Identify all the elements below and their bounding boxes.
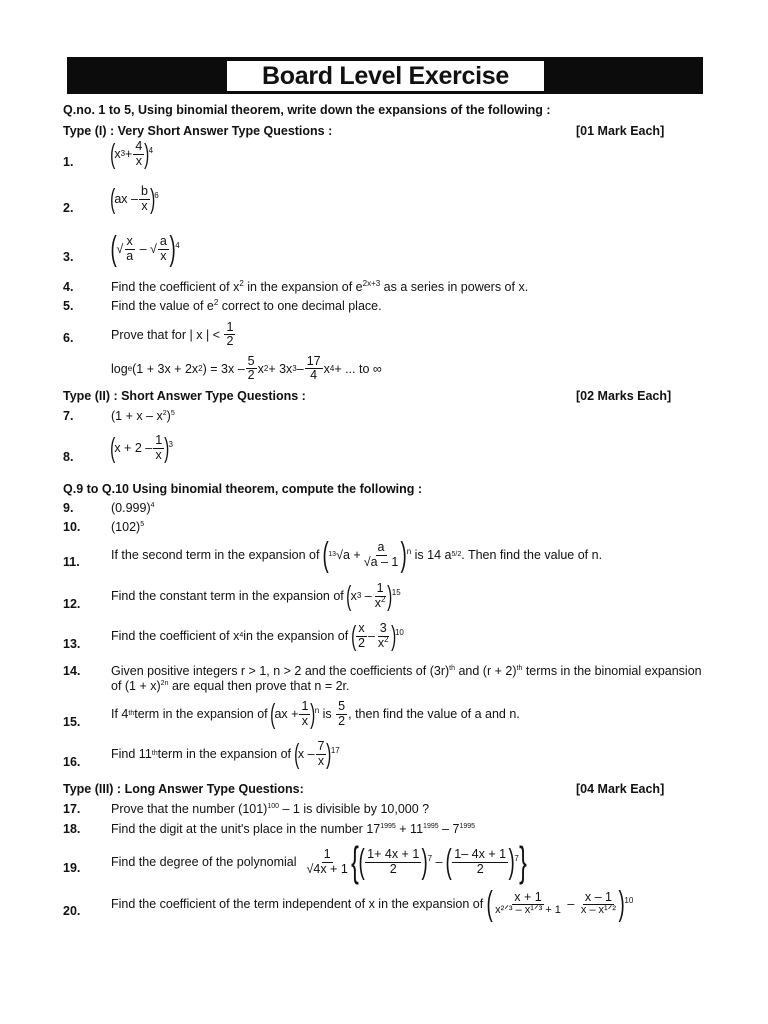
question-number: 1. bbox=[63, 155, 74, 169]
question-14-line1: Given positive integers r > 1, n > 2 and the coefficients of $(3r)^{th}$ and $(r + 2)^{th}$ terms in the binomial expansion bbox=[111, 664, 702, 678]
title-box bbox=[227, 61, 544, 91]
page-title: Board Level Exercise bbox=[262, 61, 509, 90]
question-5: Find the value of $e^2$ correct to one decimal place. bbox=[111, 297, 382, 313]
question-2: ( ax – $\frac{b}{x}$ ) 6 bbox=[110, 183, 159, 214]
question-20: Find the coefficient of the term independent of x in the expansion of ( $\frac{x + 1}{\text{x²ᐟ³ – x¹ᐟ³ + 1}}$ – $\frac{x - 1}{\text{x – x¹ᐟ²}}$ ) 10 bbox=[111, 885, 634, 923]
question-9: $(0.999)^4$ bbox=[111, 501, 155, 515]
question-number: 2. bbox=[63, 201, 74, 215]
question-number: 8. bbox=[63, 450, 74, 464]
question-number: 18. bbox=[63, 822, 81, 836]
question-number: 13. bbox=[63, 637, 81, 651]
section-type1-label: Type (I) : Very Short Answer Type Questions : bbox=[63, 124, 333, 138]
section-type2-marks: [02 Marks Each] bbox=[576, 389, 672, 403]
question-3: ( √ $\frac{x}{a}$ – √ $\frac{a}{x}$ ) 4 bbox=[110, 230, 180, 268]
question-number: 17. bbox=[63, 802, 81, 816]
question-10: $(102)^5$ bbox=[111, 520, 145, 534]
question-number: 5. bbox=[63, 299, 74, 313]
question-number: 19. bbox=[63, 861, 81, 875]
question-19: Find the degree of the polynomial $\frac{1}{√4x + 1}$ { ( $\frac{1+ 4x + 1}{2}$ ) 7 – ( $\frac{1- 4x + 1}{2}$ ) 7 } bbox=[111, 838, 527, 885]
question-7: $(1 + x - x^2)^5$ bbox=[111, 409, 175, 423]
section-type3-label: Type (III) : Long Answer Type Questions: bbox=[63, 782, 304, 796]
question-18: Find the digit at the unit's place in the number $17^{1995} + 11^{1995} - 7^{1995}$ bbox=[111, 822, 476, 836]
section-type2-label: Type (II) : Short Answer Type Questions : bbox=[63, 389, 306, 403]
question-11: If the second term in the expansion of ( 13 √ a + $\frac{a}{√a - 1}$ ) n is 14 a 5/2 . Then find the value of n. bbox=[111, 536, 603, 574]
question-6-equation: log e (1 + 3x + 2x 2 ) = 3x – $\frac{5}{2}$ x 2 + 3x 3 – $\frac{17}{4}$ x 4 + ... to ∞ bbox=[111, 354, 382, 383]
question-number: 11. bbox=[63, 555, 80, 569]
instruction-q9-10: Q.9 to Q.10 Using binomial theorem, compute the following : bbox=[63, 482, 423, 496]
question-8: ( x + 2 – $\frac{1}{x}$ ) 3 bbox=[110, 432, 173, 463]
question-number: 7. bbox=[63, 409, 74, 423]
question-number: 4. bbox=[63, 280, 74, 294]
instruction-q1-5: Q.no. 1 to 5, Using binomial theorem, write down the expansions of the following : bbox=[63, 103, 551, 117]
question-number: 12. bbox=[63, 597, 81, 611]
question-number: 20. bbox=[63, 904, 81, 918]
section-type3-marks: [04 Mark Each] bbox=[576, 782, 665, 796]
question-15: If 4 th term in the expansion of ( ax + $\frac{1}{x}$ ) n is $\frac{5}{2}$ , then find the value of a and n. bbox=[111, 698, 520, 729]
question-number: 3. bbox=[63, 250, 74, 264]
question-number: 6. bbox=[63, 331, 74, 345]
question-16: Find 11 th term in the expansion of ( x – $\frac{7}{x}$ ) 17 bbox=[111, 738, 340, 769]
question-1: ( x 3 + $\frac{4}{x}$ ) 4 bbox=[110, 138, 154, 169]
question-6: Prove that for | x | < $\frac{1}{2}$ bbox=[111, 320, 234, 349]
question-4: Find the coefficient of $x^2$ in the expansion of $e^{2x+3}$ as a series in powers of x. bbox=[111, 278, 529, 294]
question-13: Find the coefficient of x 4 in the expansion of ( $\frac{x}{2}$ – $\frac{3}{x^2}$ ) 10 bbox=[111, 620, 404, 651]
question-17: Prove that the number $(101)^{100} - 1$ is divisible by 10,000 ? bbox=[111, 802, 430, 816]
question-12: Find the constant term in the expansion of ( x 3 – $\frac{1}{x^2}$ ) 15 bbox=[111, 580, 401, 611]
question-number: 16. bbox=[63, 755, 81, 769]
section-type1-marks: [01 Mark Each] bbox=[576, 124, 665, 138]
question-14-line2: of $(1 + x)^{2n}$ are equal then prove that n = 2r. bbox=[111, 679, 350, 693]
question-number: 9. bbox=[63, 501, 74, 515]
question-number: 10. bbox=[63, 520, 81, 534]
question-number: 15. bbox=[63, 715, 81, 729]
question-number: 14. bbox=[63, 664, 81, 678]
